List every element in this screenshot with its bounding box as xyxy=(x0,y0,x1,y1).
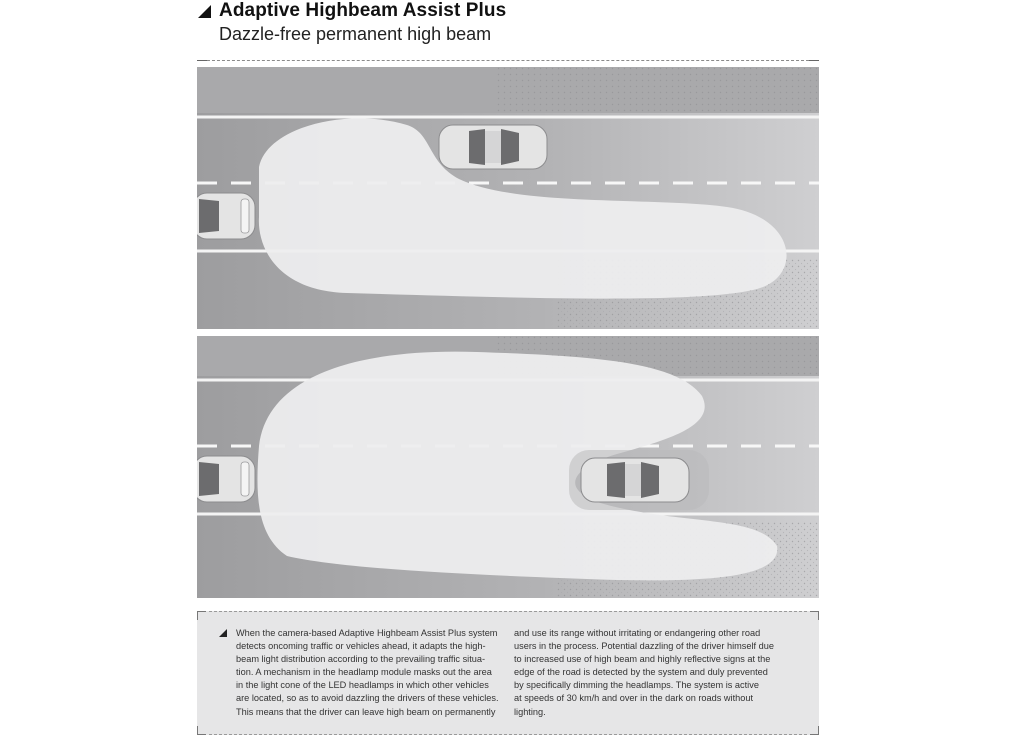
caption-line: edge of the road is detected by the system and duly prevented xyxy=(514,667,768,678)
caption-line: and use its range without irritating or endangering other road xyxy=(514,628,761,638)
caption-line: at speeds of 30 km/h and over in the dark on roads without xyxy=(514,693,754,704)
caption-line: to increased use of high beam and highly reflective signs at the xyxy=(514,654,771,665)
title-row xyxy=(197,0,506,22)
own-vehicle xyxy=(197,193,255,239)
caption-column-1 xyxy=(236,627,504,719)
page-title: Adaptive Highbeam Assist Plus xyxy=(219,0,507,21)
road-scene-vehicle-ahead xyxy=(197,336,819,598)
caption-dashed-border xyxy=(209,734,807,735)
own-vehicle xyxy=(197,456,255,502)
diagram-panel-oncoming xyxy=(197,67,819,329)
corner-mark xyxy=(810,726,819,735)
caption-line: lighting. xyxy=(514,706,546,717)
caption-line: are located, so as to avoid dazzling the drivers of these vehicles. xyxy=(236,693,499,704)
caption-line: detects oncoming traffic or vehicles ahead, it adapts the high- xyxy=(236,641,486,652)
triangle-marker-icon xyxy=(197,4,211,18)
page-subtitle: Dazzle-free permanent high beam xyxy=(219,24,492,44)
oncoming-vehicle xyxy=(439,125,547,169)
top-divider xyxy=(197,60,819,61)
caption-line: beam light distribution according to the prevailing traffic situa- xyxy=(236,654,486,665)
diagram-panel-vehicle-ahead xyxy=(197,336,819,598)
caption-box xyxy=(197,611,819,735)
caption-line: When the camera-based Adaptive Highbeam Assist Plus system xyxy=(236,628,498,638)
road-scene-oncoming xyxy=(197,67,819,329)
corner-mark xyxy=(810,611,819,620)
caption-line: tion. A mechanism in the headlamp module masks out the area xyxy=(236,667,492,678)
caption-line: users in the process. Potential dazzling of the driver himself due xyxy=(514,641,774,652)
corner-mark xyxy=(197,726,206,735)
shoulder-top-dots xyxy=(497,67,819,113)
caption-column-2 xyxy=(514,627,782,719)
caption-line: in the light cone of the LED headlamps in which other vehicles xyxy=(236,680,489,691)
caption-line: This means that the driver can leave high beam on permanently xyxy=(236,706,496,717)
vehicle-ahead xyxy=(581,458,689,502)
caption-dashed-border xyxy=(209,611,807,612)
corner-mark xyxy=(197,611,206,620)
triangle-marker-icon xyxy=(219,629,227,637)
caption-line: by specifically dimming the headlamps. The system is active xyxy=(514,680,759,691)
